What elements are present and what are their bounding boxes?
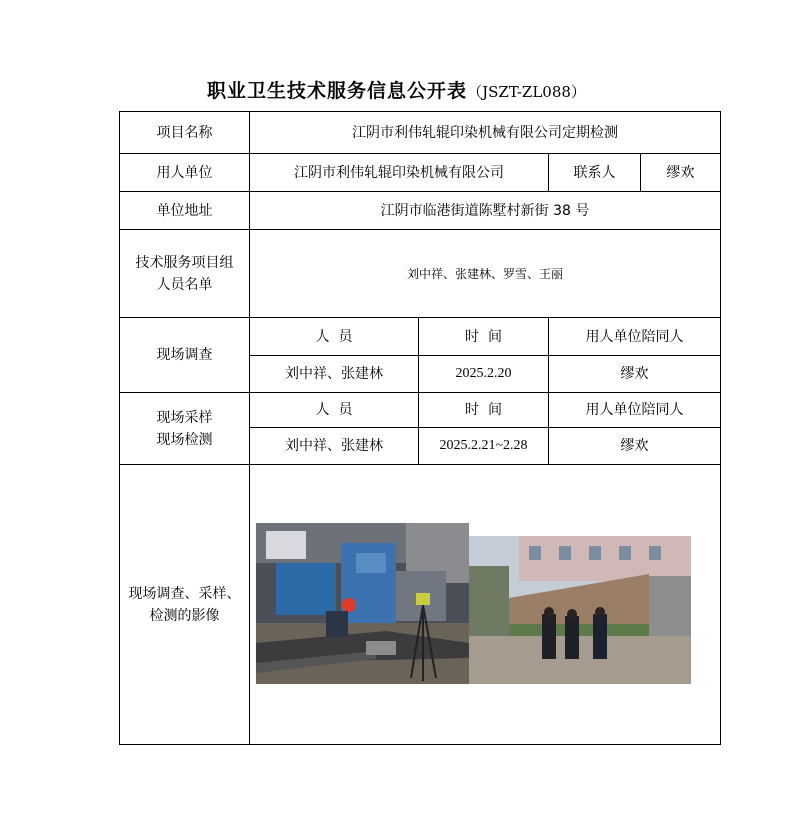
survey-label: 现场调查 (120, 318, 250, 393)
survey-header-people: 人 员 (250, 318, 419, 356)
sampling-escort: 缪欢 (549, 428, 721, 465)
employer-value: 江阴市利伟轧辊印染机械有限公司 (250, 154, 549, 192)
sampling-people: 刘中祥、张建林 (250, 428, 419, 465)
survey-escort: 缪欢 (549, 356, 721, 393)
info-table (119, 111, 721, 745)
employer-label: 用人单位 (120, 154, 250, 192)
images-cell (250, 465, 721, 745)
survey-header-escort: 用人单位陪同人 (549, 318, 721, 356)
address-value: 江阴市临港街道陈墅村新街 38 号 (250, 192, 721, 230)
address-label: 单位地址 (120, 192, 250, 230)
contact-value: 缪欢 (641, 154, 721, 192)
project-value: 江阴市利伟轧辊印染机械有限公司定期检测 (250, 112, 721, 154)
row-survey-header (120, 318, 721, 356)
images-label-line1: 现场调查、采样、 (128, 585, 241, 602)
photo-workshop-sampling (256, 523, 469, 684)
row-project (120, 112, 721, 154)
sampling-time: 2025.2.21~2.28 (419, 428, 549, 465)
team-label-line2: 人员名单 (156, 276, 213, 293)
photo-area (250, 465, 720, 744)
row-sampling-header (120, 393, 721, 428)
sampling-header-people: 人 员 (250, 393, 419, 428)
team-value: 刘中祥、张建林、罗雪、王丽 (250, 230, 721, 318)
survey-time: 2025.2.20 (419, 356, 549, 393)
row-team (120, 230, 721, 318)
images-label (120, 465, 250, 745)
survey-header-time: 时 间 (419, 318, 549, 356)
page-title (0, 76, 793, 103)
team-label-line1: 技术服务项目组 (135, 254, 234, 271)
form-code: （JSZT-ZL088） (467, 83, 586, 101)
photo-factory-gate (469, 536, 691, 684)
sampling-header-time: 时 间 (419, 393, 549, 428)
title-main: 职业卫生技术服务信息公开表 (207, 80, 468, 102)
survey-people: 刘中祥、张建林 (250, 356, 419, 393)
row-address (120, 192, 721, 230)
sampling-label (120, 393, 250, 465)
row-images (120, 465, 721, 745)
project-label: 项目名称 (120, 112, 250, 154)
row-employer (120, 154, 721, 192)
sampling-label-line1: 现场采样 (156, 409, 213, 426)
team-label (120, 230, 250, 318)
contact-label: 联系人 (549, 154, 641, 192)
images-label-line2: 检测的影像 (149, 607, 220, 624)
sampling-header-escort: 用人单位陪同人 (549, 393, 721, 428)
sampling-label-line2: 现场检测 (156, 431, 213, 448)
